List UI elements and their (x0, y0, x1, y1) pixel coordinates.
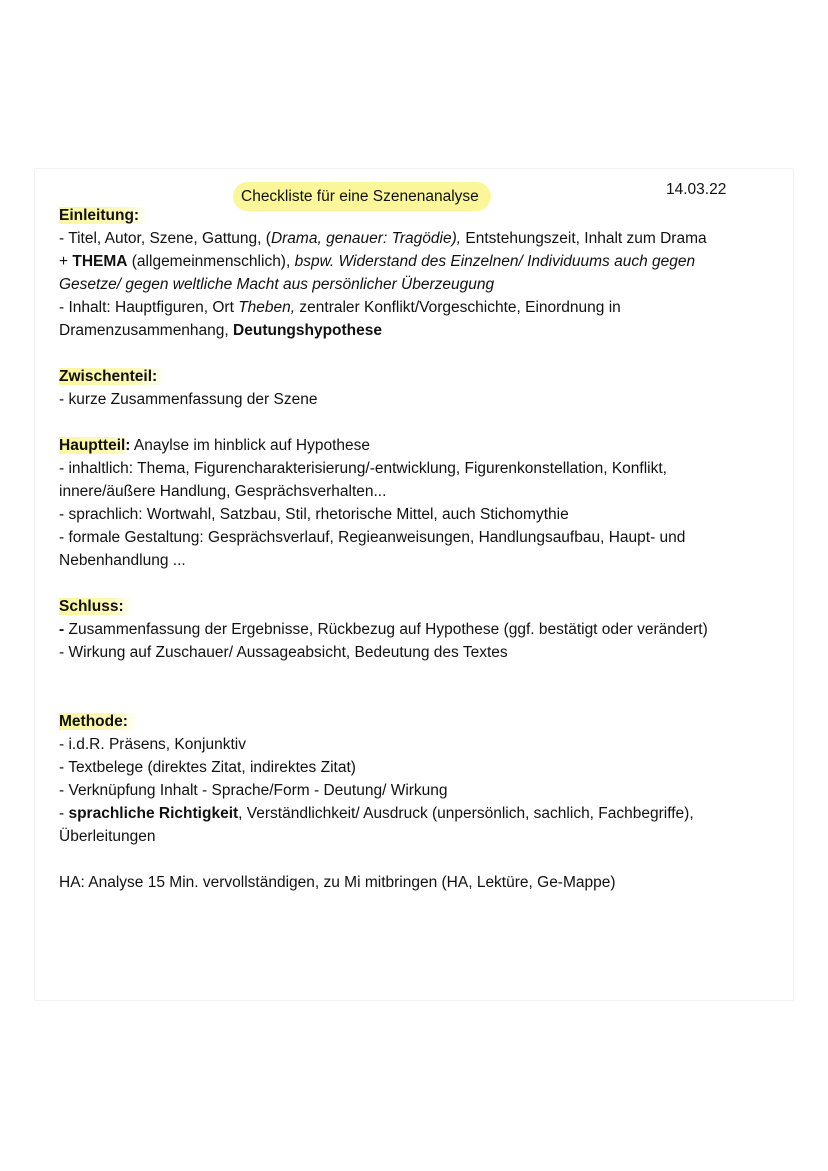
homework-note: HA: Analyse 15 Min. vervollständigen, zu Mi mitbringen (HA, Lektüre, Ge-Mappe) (59, 874, 616, 891)
section-heading-methode: Methode: (59, 710, 789, 733)
hauptteil-line-5: Nebenhandlung ... (59, 552, 186, 569)
methode-line-2: - Textbelege (direktes Zitat, indirektes Zitat) (59, 759, 356, 776)
section-heading-einleitung: Einleitung: (59, 204, 789, 227)
methode-line-4: - sprachliche Richtigkeit, Verständlichkeit/ Ausdruck (unpersönlich, sachlich, Fachbegriffe), (59, 805, 694, 822)
methode-line-3: - Verknüpfung Inhalt - Sprache/Form - Deutung/ Wirkung (59, 782, 448, 799)
einleitung-line-3: Gesetze/ gegen weltliche Macht aus persönlicher Überzeugung (59, 276, 495, 293)
hauptteil-line-1: - inhaltlich: Thema, Figurencharakterisierung/-entwicklung, Figurenkonstellation, Konflikt, (59, 460, 667, 477)
section-heading-hauptteil: Hauptteil: Anaylse im hinblick auf Hypothese (59, 437, 370, 454)
einleitung-line-5: Dramenzusammenhang, Deutungshypothese (59, 322, 383, 339)
methode-line-5: Überleitungen (59, 828, 156, 845)
zwischenteil-line-1: - kurze Zusammenfassung der Szene (59, 391, 318, 408)
section-heading-schluss: Schluss: (59, 595, 789, 618)
document-body (59, 204, 789, 894)
section-heading-zwischenteil: Zwischenteil: (59, 365, 789, 388)
document-date: 14.03.22 (666, 181, 727, 198)
einleitung-line-2: + THEMA (allgemeinmenschlich), bspw. Widerstand des Einzelnen/ Individuums auch gegen (59, 253, 696, 270)
einleitung-line-1: - Titel, Autor, Szene, Gattung, (Drama, genauer: Tragödie), Entstehungszeit, Inhalt zum Drama (59, 230, 707, 247)
hauptteil-line-3: - sprachlich: Wortwahl, Satzbau, Stil, rhetorische Mittel, auch Stichomythie (59, 506, 569, 523)
hauptteil-line-2: innere/äußere Handlung, Gesprächsverhalten... (59, 483, 387, 500)
hauptteil-line-4: - formale Gestaltung: Gesprächsverlauf, Regieanweisungen, Handlungsaufbau, Haupt- und (59, 529, 686, 546)
document-title: Checkliste für eine Szenenanalyse (233, 182, 491, 211)
methode-line-1: - i.d.R. Präsens, Konjunktiv (59, 736, 246, 753)
einleitung-line-4: - Inhalt: Hauptfiguren, Ort Theben, zentraler Konflikt/Vorgeschichte, Einordnung in (59, 299, 621, 316)
schluss-line-1: - Zusammenfassung der Ergebnisse, Rückbezug auf Hypothese (ggf. bestätigt oder verändert) (59, 621, 708, 638)
schluss-line-2: - Wirkung auf Zuschauer/ Aussageabsicht, Bedeutung des Textes (59, 644, 508, 661)
